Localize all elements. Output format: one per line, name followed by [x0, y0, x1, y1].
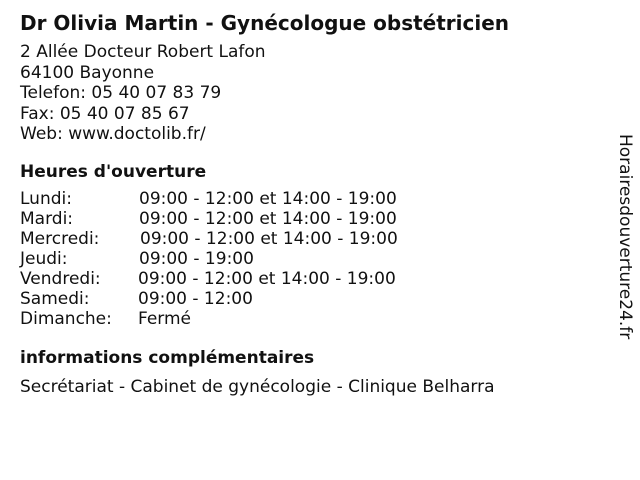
opening-hours-table	[20, 189, 600, 329]
day-hours: Fermé	[138, 308, 192, 329]
address-street: 2 Allée Docteur Robert Lafon	[20, 42, 266, 62]
day-label: Jeudi:	[20, 248, 68, 269]
website-link[interactable]: Web: www.doctolib.fr/	[20, 124, 206, 145]
additional-info-title: informations complémentaires	[20, 347, 315, 368]
day-label: Samedi:	[20, 288, 90, 309]
fax-number: Fax: 05 40 07 85 67	[20, 103, 190, 124]
practitioner-card	[20, 10, 600, 397]
day-label: Vendredi:	[20, 268, 101, 289]
hours-row-sunday	[20, 309, 600, 329]
additional-info-text: Secrétariat - Cabinet de gynécologie - Clinique Belharra	[20, 376, 495, 397]
day-hours: 09:00 - 12:00 et 14:00 - 19:00	[140, 228, 398, 249]
address-city: 64100 Bayonne	[20, 62, 155, 83]
day-label: Mercredi:	[20, 228, 100, 249]
practitioner-name: Dr Olivia Martin - Gynécologue obstétricien	[20, 11, 510, 35]
day-label: Mardi:	[20, 208, 74, 229]
hours-row-monday	[20, 189, 600, 209]
hours-row-friday	[20, 269, 600, 289]
site-watermark: Horairesdouverture24.fr	[615, 134, 635, 340]
day-hours: 09:00 - 12:00 et 14:00 - 19:00	[139, 208, 397, 229]
hours-row-saturday	[20, 289, 600, 309]
day-label: Lundi:	[20, 188, 72, 209]
hours-row-tuesday	[20, 209, 600, 229]
day-hours: 09:00 - 12:00	[138, 288, 253, 309]
opening-hours-title: Heures d'ouverture	[20, 161, 207, 182]
day-label: Dimanche:	[20, 308, 112, 329]
day-hours: 09:00 - 12:00 et 14:00 - 19:00	[139, 188, 397, 209]
hours-row-thursday	[20, 249, 600, 269]
hours-row-wednesday	[20, 229, 600, 249]
day-hours: 09:00 - 19:00	[139, 248, 254, 269]
day-hours: 09:00 - 12:00 et 14:00 - 19:00	[138, 268, 396, 289]
phone-number: Telefon: 05 40 07 83 79	[20, 83, 222, 104]
contact-block	[20, 42, 600, 145]
